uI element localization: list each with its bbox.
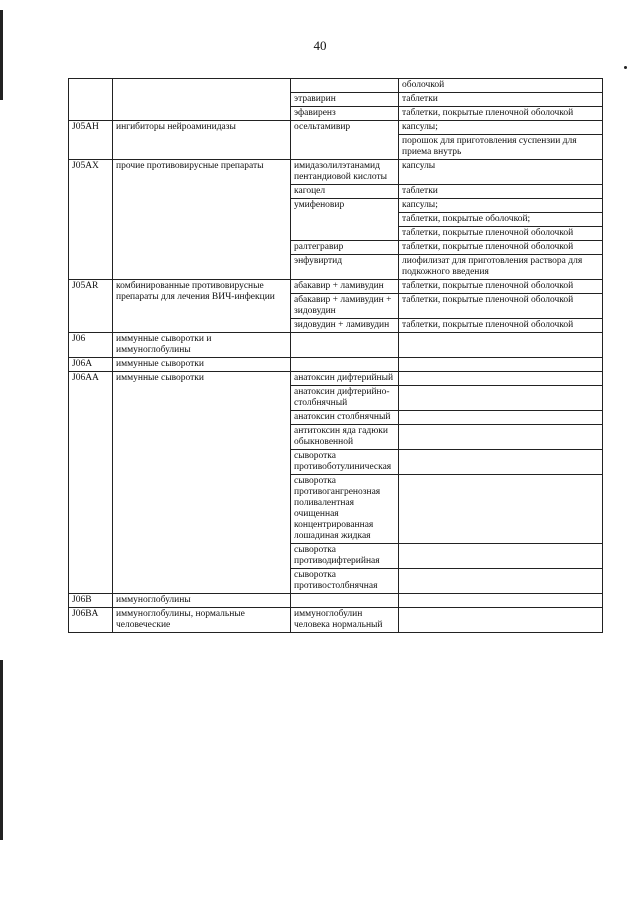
scan-mark-left-bottom xyxy=(0,660,3,840)
form-cell xyxy=(399,386,603,411)
group-cell: прочие противовирусные препараты xyxy=(113,160,291,280)
group-cell: ингибиторы нейроаминидазы xyxy=(113,121,291,160)
drug-cell: антитоксин яда гадюки обыкновенной xyxy=(291,425,399,450)
atc-code-cell xyxy=(69,79,113,121)
form-cell xyxy=(399,411,603,425)
table-row xyxy=(69,79,603,93)
form-cell: таблетки, покрытые пленочной оболочкой xyxy=(399,280,603,294)
form-cell: таблетки, покрытые пленочной оболочкой xyxy=(399,241,603,255)
atc-code-cell: J05AX xyxy=(69,160,113,280)
drug-cell: абакавир + ламивудин xyxy=(291,280,399,294)
drug-cell: анатоксин дифтерийно-столбнячный xyxy=(291,386,399,411)
form-cell: порошок для приготовления суспензии для приема внутрь xyxy=(399,135,603,160)
drug-cell: эфавиренз xyxy=(291,107,399,121)
group-cell: иммуноглобулины, нормальные человеческие xyxy=(113,608,291,633)
table-row xyxy=(69,333,603,358)
drug-cell: умифеновир xyxy=(291,199,399,241)
form-cell: оболочкой xyxy=(399,79,603,93)
form-cell xyxy=(399,425,603,450)
form-cell: капсулы; xyxy=(399,121,603,135)
drug-cell: сыворотка противогангренозная поливалентная очищенная концентрированная лошадиная жидкая xyxy=(291,475,399,544)
form-cell: таблетки, покрытые пленочной оболочкой xyxy=(399,107,603,121)
form-cell xyxy=(399,372,603,386)
table-row xyxy=(69,608,603,633)
scan-mark-right-dot xyxy=(624,66,627,69)
form-cell: капсулы xyxy=(399,160,603,185)
form-cell xyxy=(399,358,603,372)
atc-code-cell: J05AH xyxy=(69,121,113,160)
form-cell xyxy=(399,475,603,544)
drug-cell: энфувиртид xyxy=(291,255,399,280)
atc-code-cell: J06AA xyxy=(69,372,113,594)
form-cell xyxy=(399,569,603,594)
form-cell: таблетки, покрытые оболочкой; xyxy=(399,213,603,227)
table-row xyxy=(69,160,603,185)
form-cell: лиофилизат для приготовления раствора для подкожного введения xyxy=(399,255,603,280)
form-cell: таблетки, покрытые пленочной оболочкой xyxy=(399,319,603,333)
drug-cell: анатоксин дифтерийный xyxy=(291,372,399,386)
drug-cell: имидазолилэтанамид пентандиовой кислоты xyxy=(291,160,399,185)
drug-cell: иммуноглобулин человека нормальный xyxy=(291,608,399,633)
drug-cell: осельтамивир xyxy=(291,121,399,160)
drug-cell xyxy=(291,594,399,608)
form-cell: капсулы; xyxy=(399,199,603,213)
drug-cell: абакавир + ламивудин + зидовудин xyxy=(291,294,399,319)
group-cell: комбинированные противовирусные препараты для лечения ВИЧ-инфекции xyxy=(113,280,291,333)
form-cell xyxy=(399,608,603,633)
atc-code-cell: J06B xyxy=(69,594,113,608)
group-cell: иммунные сыворотки xyxy=(113,358,291,372)
group-cell: иммунные сыворотки и иммуноглобулины xyxy=(113,333,291,358)
table-row xyxy=(69,358,603,372)
drug-cell: этравирин xyxy=(291,93,399,107)
form-cell: таблетки xyxy=(399,185,603,199)
page-number: 40 xyxy=(313,38,327,53)
atc-code-cell: J06 xyxy=(69,333,113,358)
drug-cell: кагоцел xyxy=(291,185,399,199)
form-cell xyxy=(399,594,603,608)
drug-cell xyxy=(291,358,399,372)
form-cell: таблетки xyxy=(399,93,603,107)
table-row xyxy=(69,121,603,135)
group-cell: иммунные сыворотки xyxy=(113,372,291,594)
drug-cell: сыворотка противоботулиническая xyxy=(291,450,399,475)
table-row xyxy=(69,594,603,608)
drug-cell: зидовудин + ламивудин xyxy=(291,319,399,333)
drug-cell xyxy=(291,333,399,358)
drug-cell xyxy=(291,79,399,93)
form-cell xyxy=(399,450,603,475)
drug-cell: сыворотка противодифтерийная xyxy=(291,544,399,569)
form-cell xyxy=(399,333,603,358)
drug-cell: ралтегравир xyxy=(291,241,399,255)
drug-cell: анатоксин столбнячный xyxy=(291,411,399,425)
scan-mark-left-top xyxy=(0,10,3,100)
group-cell: иммуноглобулины xyxy=(113,594,291,608)
form-cell: таблетки, покрытые пленочной оболочкой xyxy=(399,227,603,241)
table-row xyxy=(69,280,603,294)
atc-code-cell: J06BA xyxy=(69,608,113,633)
atc-code-cell: J06A xyxy=(69,358,113,372)
drug-table xyxy=(68,78,603,633)
atc-code-cell: J05AR xyxy=(69,280,113,333)
drug-cell: сыворотка противостолбнячная xyxy=(291,569,399,594)
table-row xyxy=(69,372,603,386)
group-cell xyxy=(113,79,291,121)
form-cell xyxy=(399,544,603,569)
form-cell: таблетки, покрытые пленочной оболочкой xyxy=(399,294,603,319)
